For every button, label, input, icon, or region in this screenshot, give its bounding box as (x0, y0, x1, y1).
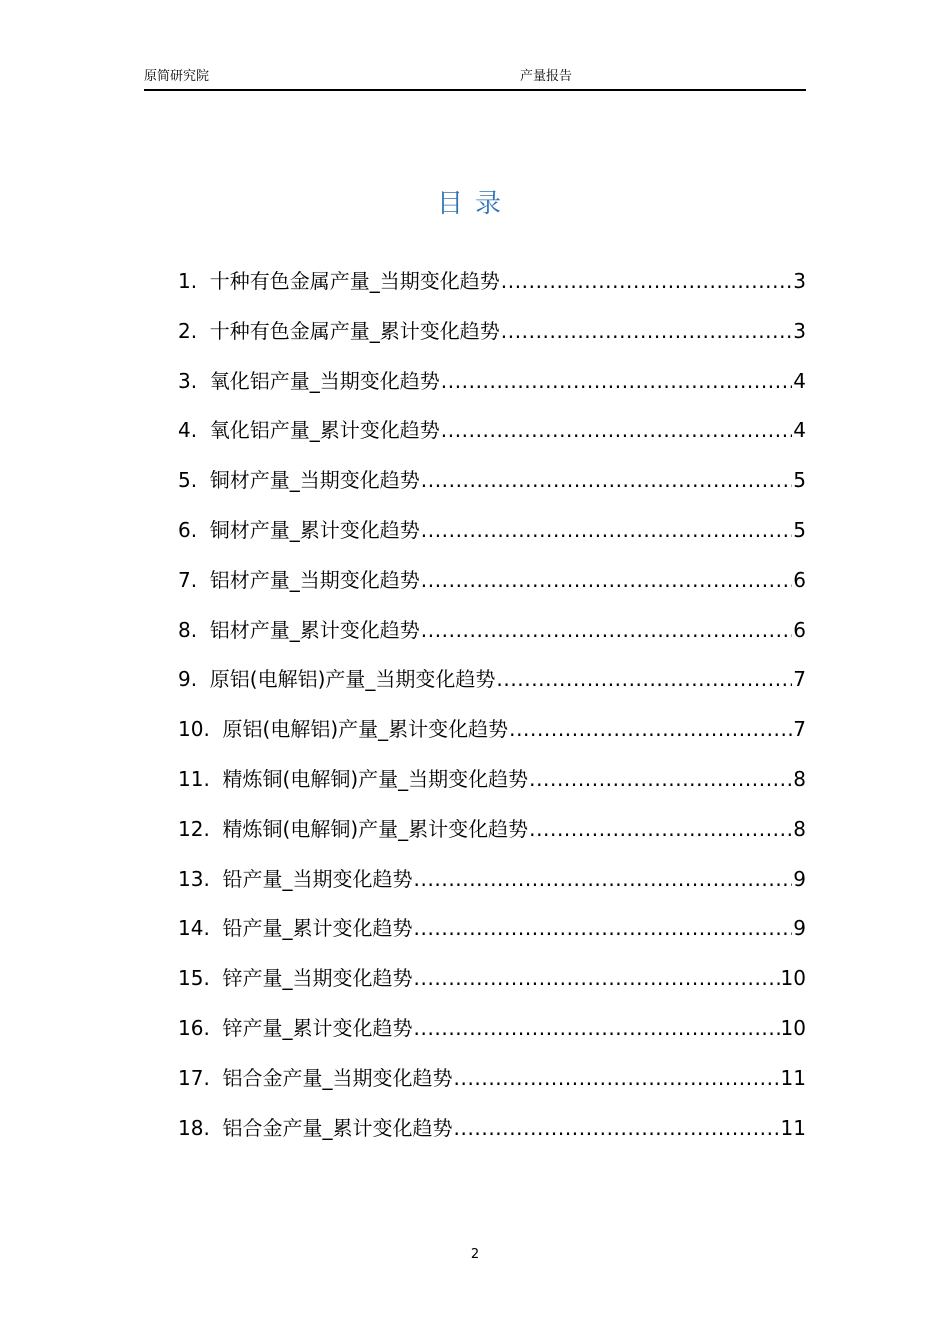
toc-leader-dots (509, 712, 792, 746)
toc-entry-label[interactable]: 锌产量_累计变化趋势 (222, 1015, 413, 1040)
toc-entry-label[interactable]: 铜材产量_当期变化趋势 (209, 468, 420, 493)
toc-entry-number: 10. (178, 717, 223, 742)
toc-entry-number: 14. (178, 916, 223, 941)
toc-entry-label[interactable]: 十种有色金属产量_累计变化趋势 (209, 318, 500, 343)
toc-leader-dots (421, 513, 792, 547)
toc-leader-dots (414, 862, 793, 896)
toc-entry[interactable] (178, 812, 806, 862)
toc-entry-page[interactable]: 4 (793, 368, 806, 393)
toc-leader-dots (454, 1111, 780, 1145)
toc-entry-page[interactable]: 3 (793, 269, 806, 293)
toc-entry[interactable] (178, 613, 806, 663)
toc-entry-number: 9. (178, 667, 210, 692)
toc-entry-number: 4. (178, 418, 210, 443)
toc-entry-number: 8. (178, 617, 210, 642)
toc-entry-page[interactable]: 9 (793, 866, 806, 891)
toc-entry-label[interactable]: 铜材产量_累计变化趋势 (209, 517, 420, 542)
toc-entry[interactable] (178, 1061, 806, 1111)
toc-entry-label[interactable]: 铅产量_当期变化趋势 (222, 866, 413, 891)
page-number: 2 (470, 1247, 480, 1262)
toc-entry[interactable] (178, 862, 806, 912)
toc-entry-number: 2. (178, 318, 210, 343)
toc-entry-number: 3. (178, 368, 210, 393)
toc-entry-label[interactable]: 铝材产量_累计变化趋势 (209, 617, 420, 642)
toc-leader-dots (454, 1061, 780, 1095)
toc-entry[interactable] (178, 662, 806, 712)
toc-entry-label[interactable]: 精炼铜(电解铜)产量_当期变化趋势 (222, 766, 529, 791)
toc-entry-number: 1. (178, 269, 210, 293)
toc-entry-label[interactable]: 铝合金产量_累计变化趋势 (222, 1115, 453, 1140)
toc-entry-label[interactable]: 氧化铝产量_累计变化趋势 (209, 418, 440, 443)
toc-entry-page[interactable]: 5 (793, 468, 806, 493)
toc-entry-label[interactable]: 锌产量_当期变化趋势 (222, 966, 413, 991)
toc-entry[interactable] (178, 712, 806, 762)
header-organization: 原简研究院 (144, 69, 210, 84)
toc-leader-dots (414, 911, 793, 945)
toc-entry-number: 15. (178, 966, 223, 991)
page-header (144, 68, 806, 91)
toc-leader-dots (421, 613, 792, 647)
toc-entry-number: 5. (178, 468, 210, 493)
toc-entry[interactable] (178, 364, 806, 414)
toc-leader-dots (529, 812, 792, 846)
toc-entry[interactable] (178, 1011, 806, 1061)
toc-leader-dots (441, 413, 792, 447)
toc-entry-page[interactable]: 10 (780, 966, 806, 991)
toc-entry-page[interactable]: 8 (793, 816, 806, 841)
toc-entry[interactable] (178, 911, 806, 961)
toc-entry[interactable] (178, 961, 806, 1011)
toc-leader-dots (421, 463, 792, 497)
toc-title: 目录 (436, 189, 513, 219)
toc-entry-number: 16. (178, 1015, 223, 1040)
toc-entry-number: 6. (178, 517, 210, 542)
toc-entry-number: 17. (178, 1065, 223, 1090)
toc-entry-number: 13. (178, 866, 223, 891)
toc-leader-dots (421, 563, 792, 597)
toc-entry-page[interactable]: 6 (793, 617, 806, 642)
toc-leader-dots (501, 314, 792, 348)
toc-entry-label[interactable]: 铝合金产量_当期变化趋势 (222, 1065, 453, 1090)
toc-entry-label[interactable]: 氧化铝产量_当期变化趋势 (209, 368, 440, 393)
toc-entry-label[interactable]: 原铝(电解铝)产量_累计变化趋势 (222, 717, 509, 742)
toc-entry-label[interactable]: 精炼铜(电解铜)产量_累计变化趋势 (222, 816, 529, 841)
toc-entry-label[interactable]: 铅产量_累计变化趋势 (222, 916, 413, 941)
toc-entry[interactable] (178, 413, 806, 463)
toc-leader-dots (529, 762, 792, 796)
toc-entry-number: 7. (178, 567, 210, 592)
toc-entry-label[interactable]: 原铝(电解铝)产量_当期变化趋势 (209, 667, 496, 692)
toc-leader-dots (441, 364, 792, 398)
header-report-title: 产量报告 (520, 69, 573, 84)
toc-entry[interactable] (178, 563, 806, 613)
table-of-contents (178, 264, 806, 1160)
toc-entry[interactable] (178, 463, 806, 513)
toc-entry-page[interactable]: 5 (793, 517, 806, 542)
toc-entry-page[interactable]: 8 (793, 766, 806, 791)
toc-entry-label[interactable]: 铝材产量_当期变化趋势 (209, 567, 420, 592)
toc-leader-dots (414, 1011, 780, 1045)
toc-entry-number: 11. (178, 766, 223, 791)
toc-entry[interactable] (178, 264, 806, 314)
toc-entry-page[interactable]: 11 (780, 1115, 806, 1140)
toc-entry-label[interactable]: 十种有色金属产量_当期变化趋势 (209, 269, 500, 293)
toc-entry-page[interactable]: 7 (793, 667, 806, 692)
toc-entry-page[interactable]: 11 (780, 1065, 806, 1090)
toc-leader-dots (501, 264, 792, 298)
toc-entry-page[interactable]: 6 (793, 567, 806, 592)
toc-entry-page[interactable]: 10 (780, 1015, 806, 1040)
toc-entry-page[interactable]: 7 (793, 717, 806, 742)
toc-leader-dots (414, 961, 780, 995)
toc-entry[interactable] (178, 314, 806, 364)
toc-entry[interactable] (178, 762, 806, 812)
toc-entry-number: 18. (178, 1115, 223, 1140)
toc-entry-page[interactable]: 4 (793, 418, 806, 443)
toc-leader-dots (496, 662, 792, 696)
toc-entry-page[interactable]: 3 (793, 318, 806, 343)
toc-entry-number: 12. (178, 816, 223, 841)
toc-entry-page[interactable]: 9 (793, 916, 806, 941)
toc-entry[interactable] (178, 513, 806, 563)
toc-entry[interactable] (178, 1111, 806, 1161)
